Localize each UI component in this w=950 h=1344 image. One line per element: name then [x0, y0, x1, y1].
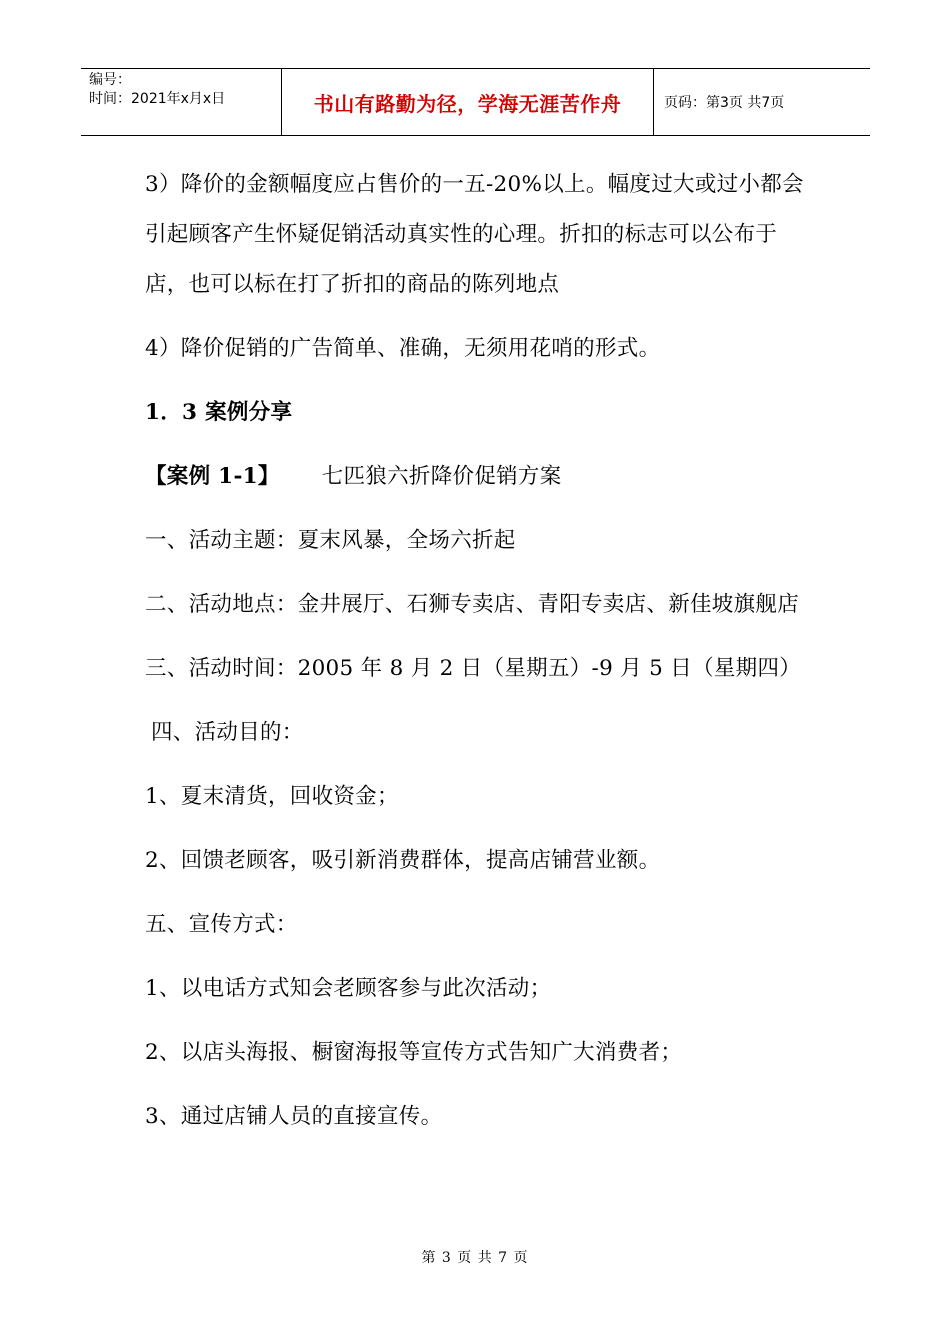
page-header — [81, 68, 870, 136]
activity-time: 三、活动时间：2005 年 8 月 2 日（星期五）-9 月 5 日（星期四） — [145, 656, 802, 681]
section-heading: 1．3 案例分享 — [145, 400, 293, 425]
header-page-info: 页码：第3页 共7页 — [664, 95, 785, 111]
paragraph-discount-range: 3）降价的金额幅度应占售价的一五-20%以上。幅度过大或过小都会引起顾客产生怀疑促销活动真实性的心理。折扣的标志可以公布于店，也可以标在打了折扣的商品的陈列地点 — [145, 172, 804, 297]
page-footer: 第 3 页 共 7 页 — [421, 1250, 529, 1266]
time-label: 时间：2021年x月x日 — [89, 91, 226, 107]
promo-item-1: 1、以电话方式知会老顾客参与此次活动； — [145, 976, 552, 1001]
case-heading — [145, 452, 810, 502]
promo-item-3: 3、通过店铺人员的直接宣传。 — [145, 1104, 443, 1129]
activity-location: 二、活动地点：金井展厅、石狮专卖店、青阳专卖店、新佳坡旗舰店 — [145, 592, 800, 617]
purpose-heading: 四、活动目的： — [151, 720, 304, 745]
header-motto: 书山有路勤为径，学海无涯苦作舟 — [281, 69, 654, 135]
purpose-item-1: 1、夏末清货，回收资金； — [145, 784, 399, 809]
activity-theme: 一、活动主题：夏末风暴，全场六折起 — [145, 528, 516, 553]
number-label: 编号： — [89, 72, 131, 88]
purpose-item-2: 2、回馈老顾客，吸引新消费群体，提高店铺营业额。 — [145, 848, 661, 873]
document-body — [145, 160, 810, 1156]
case-tag: 【案例 1-1】 — [145, 464, 280, 489]
header-meta — [81, 69, 281, 135]
paragraph-discount-ad: 4）降价促销的广告简单、准确，无须用花哨的形式。 — [145, 336, 661, 361]
promo-item-2: 2、以店头海报、橱窗海报等宣传方式告知广大消费者； — [145, 1040, 683, 1065]
case-title: 七匹狼六折降价促销方案 — [321, 464, 562, 489]
promo-heading: 五、宣传方式： — [145, 912, 298, 937]
